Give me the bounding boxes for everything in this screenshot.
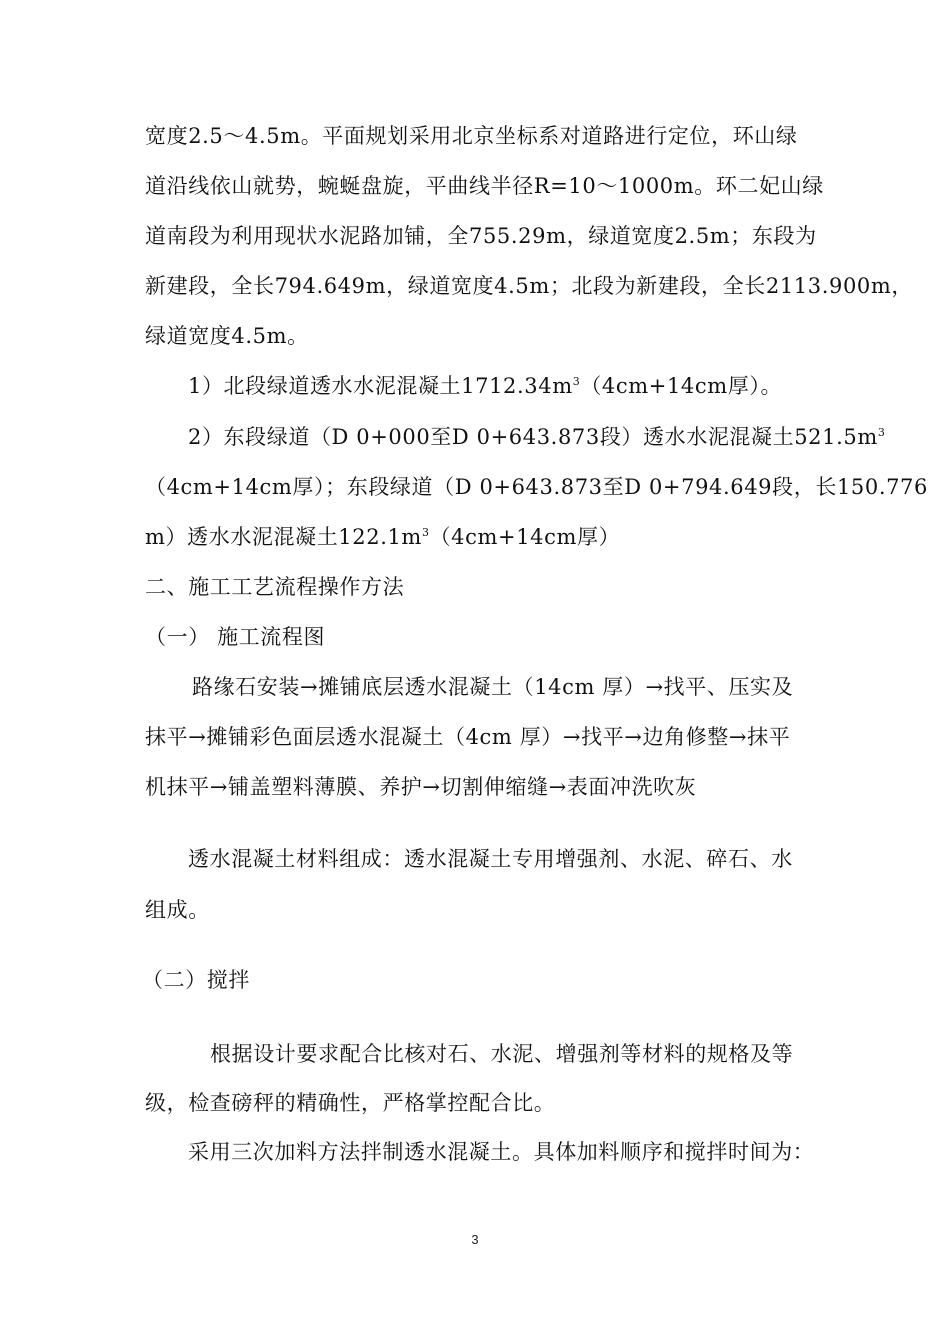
paragraph-line: 抹平→摊铺彩色面层透水混凝土（4cm 厚）→找平→边角修整→抹平 (145, 725, 791, 749)
paragraph-line: 绿道宽度4.5m。 (145, 324, 309, 348)
list-item (188, 372, 868, 400)
paragraph-line (145, 523, 825, 551)
superscript: 3 (877, 426, 886, 439)
paragraph-line: 采用三次加料方法拌制透水混凝土。具体加料顺序和搅拌时间为： (188, 1140, 815, 1164)
list-item-text: （4cm+14cm厚）。 (580, 374, 783, 398)
paragraph-line: 道南段为利用现状水泥路加铺，全755.29m，绿道宽度2.5m；东段为 (145, 224, 817, 248)
paragraph-text: m）透水水泥混凝土122.1m (145, 525, 422, 549)
list-item (188, 423, 886, 451)
page-number: 3 (471, 1232, 479, 1247)
subsection-heading: （一） 施工流程图 (145, 625, 326, 649)
paragraph-line: 路缘石安装→摊铺底层透水混凝土（14cm 厚）→找平、压实及 (192, 675, 794, 699)
paragraph-line: 透水混凝土材料组成：透水混凝土专用增强剂、水泥、碎石、水 (188, 847, 793, 871)
section-heading: 二、施工工艺流程操作方法 (145, 575, 405, 599)
paragraph-line: 宽度2.5～4.5m。平面规划采用北京坐标系对道路进行定位，环山绿 (145, 124, 798, 148)
paragraph-line: 级，检查磅秤的精确性，严格掌控配合比。 (145, 1091, 556, 1115)
superscript: 3 (572, 375, 581, 388)
paragraph-line: 道沿线依山就势，蜿蜒盘旋，平曲线半径R=10～1000m。环二妃山绿 (145, 174, 824, 198)
paragraph-line: 根据设计要求配合比核对石、水泥、增强剂等材料的规格及等 (210, 1042, 794, 1066)
paragraph-line: 新建段，全长794.649m，绿道宽度4.5m；北段为新建段，全长2113.900m， (145, 274, 913, 298)
list-item-text: 2）东段绿道（D 0+000至D 0+643.873段）透水水泥混凝土521.5m (188, 425, 878, 449)
paragraph-line: 组成。 (145, 898, 210, 922)
subsection-heading: （二）搅拌 (142, 968, 250, 992)
paragraph-text: （4cm+14cm厚） (429, 525, 621, 549)
paragraph-line: （4cm+14cm厚）；东段绿道（D 0+643.873至D 0+794.649段，长150.776 (145, 475, 928, 499)
list-item-text: 1）北段绿道透水水泥混凝土1712.34m (188, 374, 573, 398)
paragraph-line: 机抹平→铺盖塑料薄膜、养护→切割伸缩缝→表面冲洗吹灰 (145, 775, 697, 799)
superscript: 3 (421, 526, 430, 539)
